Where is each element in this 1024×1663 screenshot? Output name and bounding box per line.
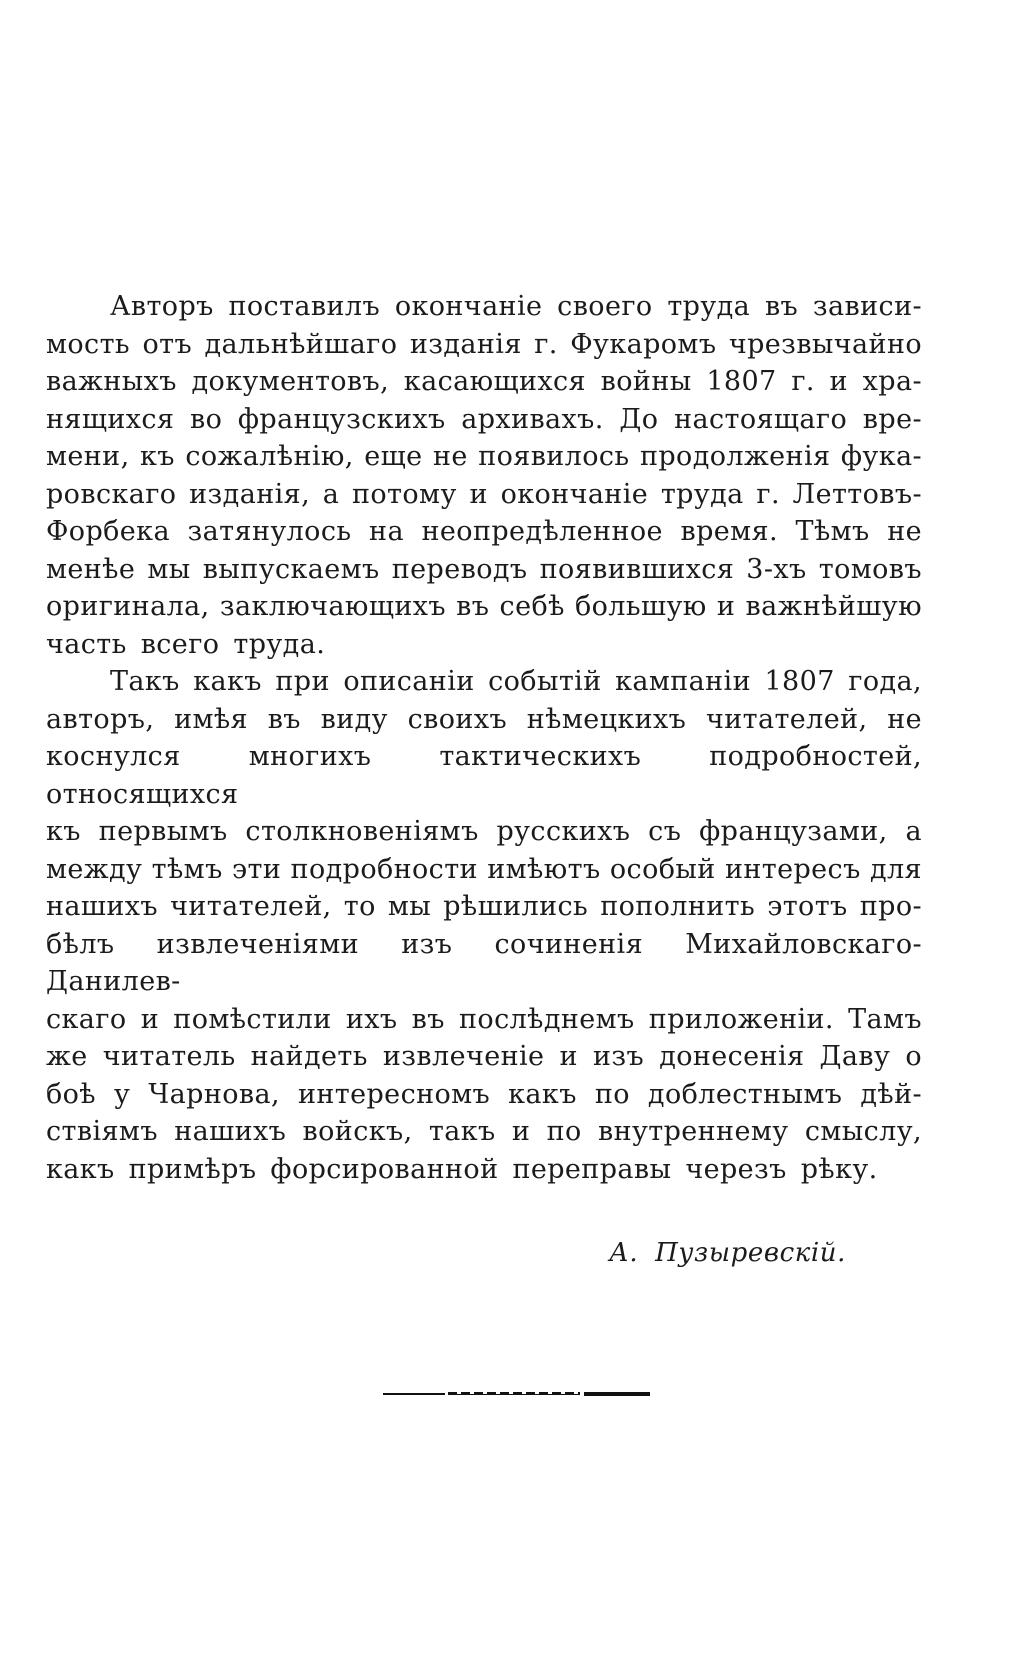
divider-segment: [383, 1393, 445, 1395]
text-line: ровскаго изданія, а потому и окончаніе труда г. Леттовъ-: [46, 478, 922, 510]
text-line: нашихъ читателей, то мы рѣшились пополнить этотъ про-: [46, 891, 922, 922]
text-line: важныхъ документовъ, касающихся войны 1807 г. и хра-: [46, 366, 922, 397]
paragraph-2: [46, 663, 922, 1188]
section-divider-rule: [383, 1390, 650, 1397]
text-line: часть всего труда.: [46, 628, 326, 660]
text-line: какъ примѣръ форсированной переправы черезъ рѣку.: [46, 1153, 878, 1185]
text-line: же читатель найдеть извлеченіе и изъ донесенія Даву о: [46, 1041, 922, 1072]
text-line: нящихся во французскихъ архивахъ. До настоящаго вре-: [46, 403, 922, 435]
text-line: менѣе мы выпускаемъ переводъ появившихся 3-хъ томовъ: [46, 553, 922, 585]
text-line: между тѣмъ эти подробности имѣютъ особый интересъ для: [46, 853, 922, 885]
text-line: Форбека затянулось на неопредѣленное время. Тѣмъ не: [46, 516, 922, 547]
text-line: къ первымъ столкновеніямъ русскихъ съ французами, а: [46, 816, 922, 847]
divider-segment: [584, 1392, 650, 1396]
text-line: боѣ у Чарнова, интересномъ какъ по доблестнымъ дѣй-: [46, 1078, 922, 1110]
author-signature: А. Пузыревскій.: [609, 1238, 846, 1268]
divider-segment: [448, 1392, 580, 1395]
text-line: мени, къ сожалѣнію, еще не появилось продолженія фука-: [46, 441, 922, 472]
text-line: мость отъ дальнѣйшаго изданія г. Фукаромъ чрезвычайно: [46, 328, 922, 360]
text-block: [46, 288, 922, 1188]
text-line: ствіямъ нашихъ войскъ, такъ и по внутреннему смыслу,: [46, 1116, 922, 1147]
paragraph-1: [46, 288, 922, 663]
text-line: Авторъ поставилъ окончаніе своего труда въ зависи-: [110, 291, 922, 322]
text-line: скаго и помѣстили ихъ въ послѣднемъ приложеніи. Тамъ: [46, 1003, 922, 1035]
text-line: оригинала, заключающихъ въ себѣ большую и важнѣйшую: [46, 591, 922, 622]
text-line: коснулся многихъ тактическихъ подробностей, относящихся: [46, 741, 922, 810]
text-line: авторъ, имѣя въ виду своихъ нѣмецкихъ читателей, не: [46, 703, 922, 735]
text-line: Такъ какъ при описаніи событій кампаніи 1807 года,: [110, 666, 922, 697]
text-line: бѣлъ извлеченіями изъ сочиненія Михайловскаго-Данилев-: [46, 928, 922, 997]
